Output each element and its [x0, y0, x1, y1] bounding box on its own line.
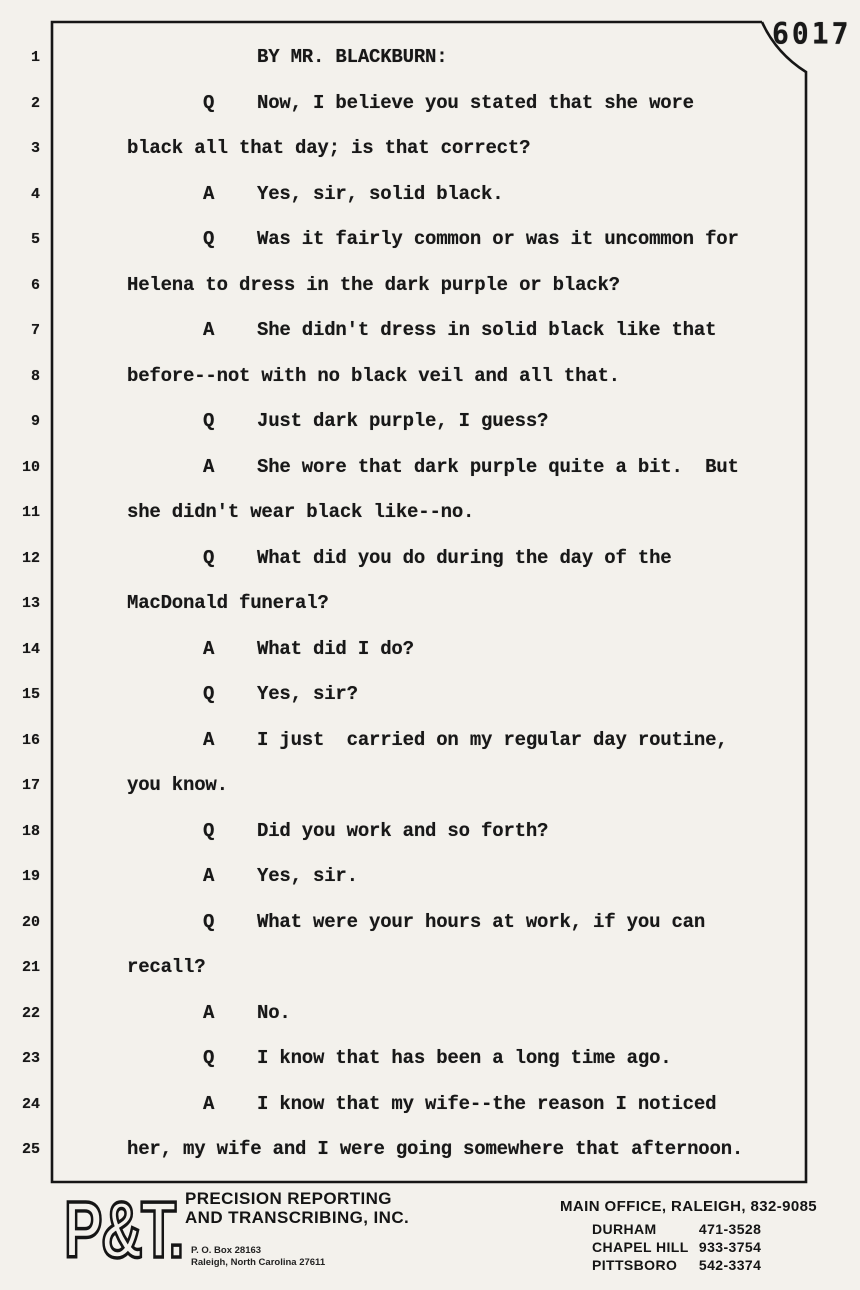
- line-number: 14: [21, 640, 40, 658]
- line-text: she didn't wear black like--no.: [127, 501, 475, 523]
- line-text: Yes, sir, solid black.: [257, 182, 504, 205]
- address-line1: P. O. Box 28163: [191, 1245, 262, 1256]
- line-text: Just dark purple, I guess?: [257, 410, 549, 432]
- transcript-line: [0, 729, 860, 755]
- office-city: DURHAM: [592, 1221, 657, 1237]
- line-number: 17: [21, 777, 40, 794]
- transcript-line: [0, 456, 860, 482]
- transcript-line: [0, 911, 860, 937]
- line-number: 11: [21, 504, 40, 521]
- line-text: before--not with no black veil and all that.: [127, 364, 620, 387]
- line-text: What did you do during the day of the: [257, 546, 672, 569]
- line-text: black all that day; is that correct?: [127, 137, 531, 159]
- line-number: 13: [21, 595, 40, 612]
- line-text: Now, I believe you stated that she wore: [257, 91, 694, 114]
- line-number: 12: [21, 549, 40, 567]
- speaker-marker: Q: [203, 819, 215, 842]
- line-text: Was it fairly common or was it uncommon for: [257, 228, 739, 250]
- line-text: Did you work and so forth?: [257, 819, 549, 842]
- company-name-line2: AND TRANSCRIBING, INC.: [185, 1208, 410, 1227]
- company-name: [185, 1189, 409, 1227]
- transcript-line: [0, 365, 860, 391]
- line-number: 19: [21, 868, 40, 885]
- speaker-marker: Q: [203, 410, 215, 432]
- transcript-line: [0, 228, 860, 254]
- line-number: 20: [21, 913, 40, 931]
- line-number: 9: [30, 413, 40, 430]
- speaker-marker: Q: [203, 683, 215, 705]
- transcript-line: [0, 774, 860, 800]
- transcript-line: [0, 1093, 860, 1119]
- transcript-line: [0, 92, 860, 118]
- company-address: [191, 1245, 325, 1269]
- office-phone: 542-3374: [698, 1257, 762, 1273]
- line-number: 24: [21, 1095, 40, 1113]
- main-office-line: MAIN OFFICE, RALEIGH, 832-9085: [560, 1198, 818, 1215]
- line-number: 18: [21, 822, 40, 840]
- speaker-marker: Q: [203, 228, 215, 250]
- speaker-marker: A: [203, 1001, 215, 1024]
- speaker-marker: Q: [203, 910, 215, 933]
- line-number: 16: [21, 731, 40, 749]
- line-number: 23: [21, 1050, 40, 1067]
- office-city: CHAPEL HILL: [592, 1239, 689, 1255]
- transcript-line: [0, 956, 860, 982]
- speaker-marker: A: [203, 319, 215, 341]
- transcript-line: [0, 820, 860, 846]
- line-number: 6: [30, 276, 40, 294]
- line-number: 21: [21, 959, 40, 976]
- line-text: I know that has been a long time ago.: [257, 1047, 672, 1069]
- transcript-line: [0, 1047, 860, 1073]
- line-text: recall?: [127, 956, 206, 978]
- line-text: I know that my wife--the reason I noticed: [257, 1092, 717, 1115]
- transcript-line: [0, 1138, 860, 1164]
- transcript-line: [0, 683, 860, 709]
- transcript-line: [0, 274, 860, 300]
- transcript-line: [0, 137, 860, 163]
- company-name-line1: PRECISION REPORTING: [185, 1189, 392, 1208]
- line-text: you know.: [127, 774, 228, 796]
- line-text: Yes, sir?: [257, 683, 358, 705]
- speaker-marker: A: [203, 865, 215, 887]
- transcript-line: [0, 46, 860, 72]
- line-number: 8: [30, 367, 40, 385]
- speaker-marker: A: [203, 455, 215, 478]
- speaker-marker: Q: [203, 1047, 215, 1069]
- transcript-line: [0, 592, 860, 618]
- office-phone: 933-3754: [698, 1239, 762, 1255]
- office-row: [592, 1256, 761, 1274]
- speaker-marker: A: [203, 182, 215, 205]
- line-number: 5: [30, 231, 40, 248]
- office-row: [592, 1220, 761, 1238]
- transcript-line: [0, 319, 860, 345]
- line-text: I just carried on my regular day routine,: [257, 728, 728, 751]
- office-phone: 471-3528: [698, 1221, 762, 1237]
- line-number: 22: [21, 1004, 40, 1022]
- office-phone-list: [592, 1220, 761, 1274]
- speaker-marker: A: [203, 637, 215, 660]
- line-text: She didn't dress in solid black like that: [257, 319, 717, 341]
- transcript-line: [0, 865, 860, 891]
- line-number: 15: [21, 686, 40, 703]
- transcript-line: [0, 410, 860, 436]
- speaker-marker: Q: [203, 91, 215, 114]
- line-number: 1: [30, 49, 40, 66]
- page-number: 6017: [772, 16, 852, 51]
- line-text: She wore that dark purple quite a bit. But: [257, 455, 739, 478]
- speaker-marker: A: [203, 1092, 215, 1115]
- line-text: MacDonald funeral?: [127, 592, 329, 614]
- line-number: 3: [30, 140, 40, 157]
- transcript-line: [0, 547, 860, 573]
- footer: [0, 1182, 860, 1290]
- line-text: Helena to dress in the dark purple or black?: [127, 273, 620, 296]
- line-number: 25: [21, 1141, 40, 1158]
- line-text: Yes, sir.: [257, 865, 358, 887]
- transcript-line: [0, 638, 860, 664]
- company-logo: P&T.: [64, 1184, 183, 1275]
- line-text: BY MR. BLACKBURN:: [257, 46, 448, 68]
- line-text: What were your hours at work, if you can: [257, 910, 706, 933]
- line-number: 4: [30, 185, 40, 203]
- line-text: her, my wife and I were going somewhere that afternoon.: [127, 1138, 744, 1160]
- address-line2: Raleigh, North Carolina 27611: [191, 1257, 326, 1268]
- line-number: 2: [30, 94, 40, 112]
- speaker-marker: A: [203, 728, 215, 751]
- line-text: No.: [257, 1001, 291, 1024]
- line-number: 10: [21, 458, 40, 476]
- line-number: 7: [30, 322, 40, 339]
- office-row: [592, 1238, 761, 1256]
- transcript-line: [0, 1002, 860, 1028]
- transcript-line: [0, 183, 860, 209]
- office-city: PITTSBORO: [592, 1257, 678, 1273]
- transcript-line: [0, 501, 860, 527]
- speaker-marker: Q: [203, 546, 215, 569]
- line-text: What did I do?: [257, 637, 414, 660]
